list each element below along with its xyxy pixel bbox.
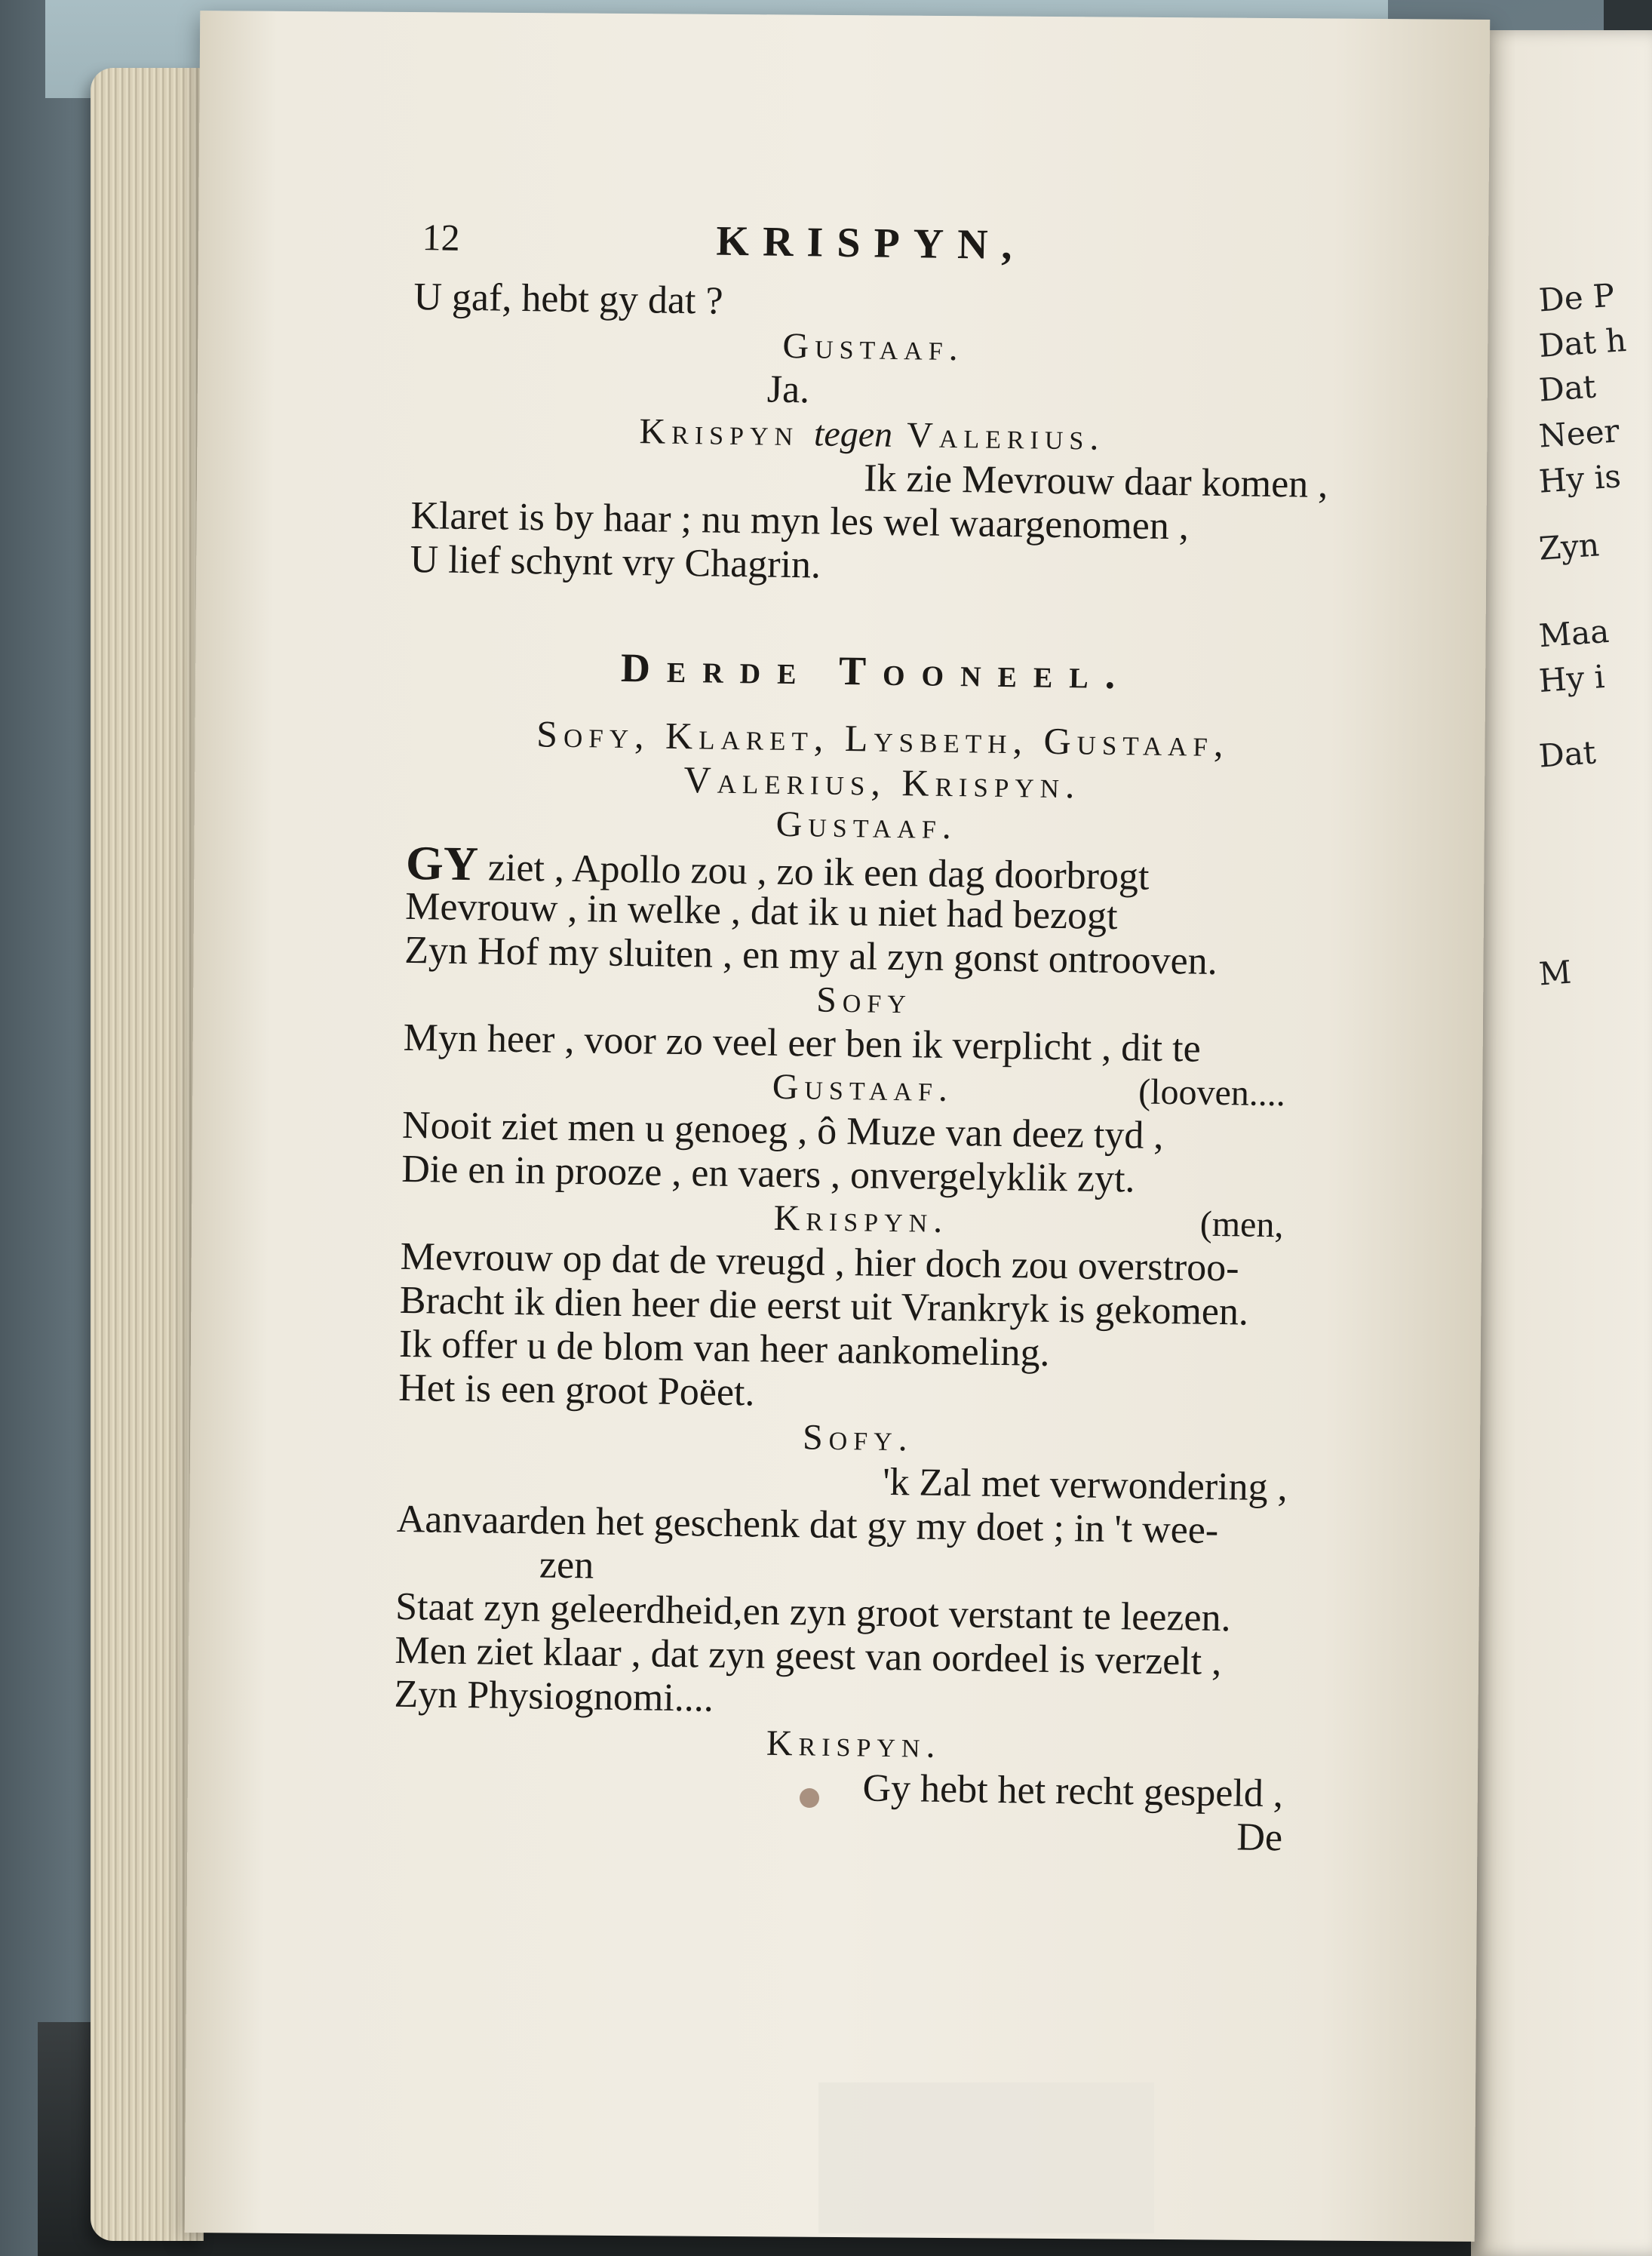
facing-line: De P (1537, 276, 1616, 319)
verse-line: Ik offer u de blom van heer aankomeling. (398, 1322, 1050, 1375)
verse-line: Zyn Hof my sluiten , en my al zyn gonst ontrooven. (404, 928, 1218, 983)
verse-line: Aanvaarden het geschenk dat gy my doet ; in 't wee- (396, 1497, 1219, 1553)
verse-line: Het is een groot Poëet. (398, 1366, 755, 1415)
initial-letters: GY (405, 835, 479, 891)
verse-line: Klaret is by haar ; nu myn les wel waargenomen , (410, 493, 1190, 549)
verse-line: Mevrouw , in welke , dat ik u niet had bezogt (404, 884, 1118, 939)
verse-line: Bracht ik dien heer die eerst uit Vrankryk is gekomen. (399, 1278, 1249, 1334)
catchword: De (1236, 1815, 1283, 1860)
speaker-name: Sofy. (802, 1417, 914, 1459)
verse-line: Die en in prooze , en vaers , onvergelyklik zyt. (401, 1147, 1135, 1201)
page-number: 12 (422, 216, 460, 259)
dramatis-personae: Valerius, Krispyn. (683, 758, 1081, 807)
verse-overflow: (looven.... (1138, 1071, 1286, 1114)
facing-line: Neer (1537, 412, 1621, 455)
verse-line: Gy hebt het recht gespeld , (862, 1766, 1284, 1816)
facing-line: Zyn (1537, 526, 1601, 567)
facing-line: Dat (1537, 733, 1598, 775)
verse-line: Ja. (766, 367, 810, 412)
ink-smudge (800, 1788, 819, 1808)
speaker-name: Valerius. (906, 415, 1105, 458)
verse-line: Staat zyn geleerdheid,en zyn groot verstant te leezen. (395, 1584, 1231, 1640)
speaker-name: Krispyn (639, 411, 800, 454)
speaker-name: Gustaaf. (782, 325, 965, 369)
verse-text: ziet , Apollo zou , zo ik een dag doorbrogt (477, 846, 1150, 899)
verse-line: zen (539, 1543, 594, 1587)
speaker-name: Sofy (815, 979, 913, 1022)
facing-line: Hy is (1537, 457, 1623, 500)
facing-line: M (1537, 953, 1573, 993)
verse-line: U gaf, hebt gy dat ? (413, 275, 723, 323)
dramatis-personae: Sofy, Klaret, Lysbeth, Gustaaf, (536, 712, 1230, 765)
facing-line: Dat h (1537, 321, 1628, 364)
speaker-name: Gustaaf. (772, 1066, 954, 1110)
verse-line: Nooit ziet men u genoeg , ô Muze van deez tyd , (401, 1103, 1164, 1157)
scene-title: Derde Tooneel. (620, 644, 1132, 698)
paper-patch (818, 2082, 1154, 2233)
facing-line: Maa (1537, 612, 1611, 655)
speaker-name: Krispyn. (773, 1197, 949, 1241)
verse-line: Ik zie Mevrouw daar komen , (863, 456, 1328, 506)
verse-line: U lief schynt vry Chagrin. (410, 537, 821, 587)
verse-line: Mevrouw op dat de vreugd , hier doch zou overstroo- (400, 1234, 1239, 1290)
verse-overflow: (men, (1199, 1203, 1284, 1246)
page-text (392, 215, 1396, 1861)
speaker-name: Krispyn. (766, 1723, 941, 1766)
verse-line: Myn heer , voor zo veel eer ben ik verplicht , dit te (403, 1016, 1202, 1071)
facing-line: Dat (1537, 367, 1598, 409)
verse-line: 'k Zal met verwondering , (882, 1460, 1288, 1510)
speaker-name: Gustaaf. (775, 804, 958, 847)
running-head: KRISPYN, (716, 217, 1026, 269)
facing-page (1471, 30, 1652, 2256)
verse-line: Men ziet klaar , dat zyn geest van oordeel is verzelt , (395, 1628, 1222, 1684)
verse-line: Zyn Physiognomi.... (394, 1672, 714, 1720)
facing-line: Hy i (1537, 658, 1606, 699)
direction-word: tegen (813, 413, 893, 455)
